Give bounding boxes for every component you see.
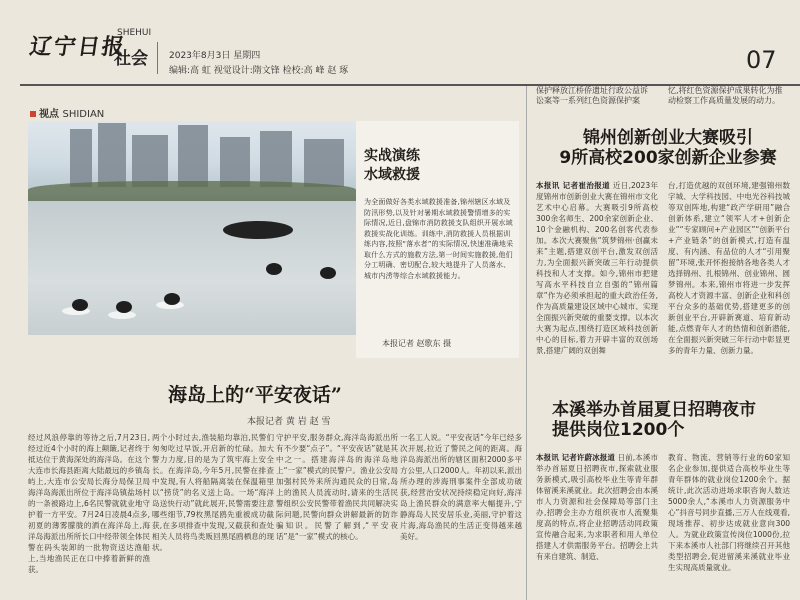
article-byline: 本报讯 记者崔治报道 <box>536 181 611 190</box>
article-column: 两个小时过去,渔装船均靠泊,民警们匆匆吃过早饭,开启新的忙碌。加大警力力度,目的是为了筑牢海上安全长。在海洋岛,今年5月,民警在排查中发现,有人将船隔离装在保温箱里以“捞货”的名义送上岛。一场“海洋岛送快行动”就此展开,民警需要注意哪些细节,79枚黑尾鸥先重被成功截获,在多项排查中发现,又截获和查处相关人员将鸟类贩回黑尾鸥栖息的现状。 <box>152 433 274 552</box>
article-byline: 本报记者 黄 岩 赵 雪 <box>247 417 331 427</box>
building-shape <box>260 131 292 187</box>
headline-line-1: 锦州创新创业大赛吸引 <box>583 128 753 148</box>
swimmer <box>72 299 88 311</box>
photo-credit: 本报记者 赵歌东 摄 <box>382 339 452 348</box>
headline-island-peace-talk: 海岛上的“平安夜话” <box>168 384 342 406</box>
building-shape <box>178 125 208 187</box>
article-text: 日前,本溪市举办首届夏日招聘夜市,探索就业服务新模式,吸引高校毕业生等青年群体留溪来溪就业。此次招聘会由本溪市人力资源和社会保障局等部门主办,招聘会主办方组织夜市人流聚集度高的特点,将企业招聘活动同政策宣传融合起来,为求职者和用人单位搭建人才供需服务平台。招聘会上共有来自建筑、制造、 <box>536 453 658 561</box>
masthead <box>0 0 800 84</box>
masthead-divider <box>157 42 158 74</box>
article-column <box>536 452 658 600</box>
article-column: 守护平安,服务群众,海洋岛海派出所有不少要“点子”。“平安夜话”就是其中之一。搭建海洋岛的海洋岛地上“一家”模式的民警户。渔业公安局加强村民外来所沟通民众的日常,岛上的渔民人员流动时,请来的生活民警组织公安民警带着渔民共同解决实际问题,民警向群众讲解最新的防诈骗知识。民警了解到,“平安夜话”是“一家”模式的核心。 <box>276 433 398 541</box>
column-tag-cn: 视点 <box>39 109 59 120</box>
snippet-left: 保护释放江桥侨遗址行政公益诉讼案等一系列红色资源保护案 <box>536 86 648 105</box>
article-text: 近日,2023年度锦州市创新创业大赛在锦州市文化艺术中心启幕。大赛吸引9所高校300余名师生、200余家创新企业、10个金融机构、200名创客代表参加。本次大赛聚焦“筑梦锦州·创赢未来”主题,搭建双创平台,激发双创活力,为全面振兴新突破三年行动提供科技和人才支撑。如今,锦州市把建写高水平科技自立自强的“锦州篇章”作为必须承担起的重大政治任务,作为高质量建设区域中心城市、实现全面振兴新突破的重要支撑。以本次大赛为起点,围绕打造区域科技创新中心的目标,着力开辟丰富的双创场景,搭建广阔的双创舞 <box>536 181 658 355</box>
headline-line-1: 本溪举办首届夏日招聘夜市 <box>552 400 756 420</box>
headline-job-fair <box>552 400 788 440</box>
building-shape <box>304 139 344 187</box>
article-column: 一名工人说。“平安夜话”今年已经多次开展,拉近了警民之间的距离。海洋岛海派出所的辖区面积2000多平方公里,人口2000人。年初以来,派出所办理的涉海刑事案件全部成功破获,经营治安状况持续稳定向好,海洋岛上渔民群众的满意率大幅提升,宁静海岛人民安居乐业,美丽,守护着这片海,海岛渔民的生活正变得越来越美好。 <box>400 433 522 541</box>
tree-line <box>28 181 356 203</box>
swimmer <box>116 301 132 313</box>
rescue-boat <box>223 221 293 239</box>
photo-story-title <box>364 147 494 185</box>
photo-title-line-2: 水域救援 <box>364 167 420 183</box>
editors-credit: 编辑:高 虹 视觉设计:隋文锋 检校:高 峰 赵 琢 <box>169 66 349 76</box>
building-shape <box>220 137 250 187</box>
headline-line-2: 9所高校200家创新企业参赛 <box>559 148 777 168</box>
column-tag <box>30 105 104 120</box>
article-column <box>536 180 658 390</box>
photo-caption: 为全面做好各类水域救援准备,锦州辖区水域及防汛形势,以及针对暑期水域救援警情增多的实际情况,近日,盘锦市消防救援支队组织开展水域救援实战化训练。训练中,消防救援人员根据训练内容,按照“落水者”的实际情况,快速准确地采取什么方式的施救方法,第一时间实施救援,他们分工明确、密切配合,较大地提升了人员落水、城市内涝等综合水域救援能力。 <box>364 198 514 280</box>
rescue-drill-photo <box>28 121 356 335</box>
section-name-en: SHEHUI <box>117 28 152 38</box>
section-name: 社会 <box>114 49 148 69</box>
building-shape <box>98 123 126 187</box>
swimmer <box>164 293 180 305</box>
headline-line-2: 提供岗位1200个 <box>552 420 685 440</box>
building-shape <box>132 135 168 187</box>
column-tag-en: SHIDIAN <box>62 109 105 120</box>
previous-article-snippet <box>532 86 792 114</box>
swimmer <box>266 263 282 275</box>
column-divider <box>526 86 527 600</box>
article-column: 台,打造优越的双创环境,建强锦州数字城、大学科技园、中电光谷科技城等双创阵地,构建“政产学研用”融合创新体系,建立“领军人才+创新企业”“专家顾问+产业园区”“创新平台+产业链条”的创新模式,打造有温度、有内涵、有品位的人才“引用聚留”环境,张开怀抱接纳各地各类人才选择锦州、扎根锦州、创业锦州、圆梦锦州。本来,锦州市将进一步发挥高校人才资源丰富、创新企业和科创平台众多的基础优势,搭建更多的创新创业平台,开辟新赛道、培育新动能,点燃青年人才的热情和创新潜能,在全面振兴新突破三年行动中彰显更多的青年力量、创新力量。 <box>668 181 790 355</box>
headline-innovation-contest <box>553 128 783 168</box>
photo-title-line-1: 实战演练 <box>364 148 420 164</box>
article-byline: 本报讯 记者许蔚冰报道 <box>536 453 615 462</box>
building-shape <box>70 129 92 187</box>
tag-square-icon <box>30 111 36 117</box>
issue-date: 2023年8月3日 星期四 <box>169 51 261 61</box>
swimmer <box>320 267 336 279</box>
article-column: 教育、物流、营销等行业的60家知名企业参加,提供适合高校毕业生等青年群体的就业岗位1200余个。据统计,此次活动进场求职咨询人数达5000余人,“本溪市人力资源服务中心”抖音号同步直播,三万人在线观看,现场推荐、初步达成就业意向300人。为就业政策宣传岗位1000份,拉下来本溪市人社部门将继续召开其他类型招聘会,促进留溪来溪就业毕业生实现高质量就业。 <box>668 453 790 572</box>
article-column: 经过风浪停靠的等待之后,7月23日,经过近4个小时的海上颠簸,记者终于抵达位于黄海深处的海洋岛。在这个大连市长海县距离大陆最远的乡镇岛屿上,大连市公安局长海分局保卫局海洋岛海派出所位于海洋岛镇盐场村的一条被路边上,6名民警就就业地守护着一方平安。7月24日凌晨4点多,初夏的薄雾朦胧的洒在海洋岛上,海洋岛海派出所所长口中经带领全体民警在码头装卸的一批物资送达渔船上,当地渔民正在口中捧着新鲜的渔获。 <box>28 433 150 574</box>
page-number: 07 <box>746 46 777 74</box>
newspaper-logo: 辽宁日报 <box>27 34 128 60</box>
snippet-right: 忆,将红色资源保护成果转化为推动检察工作高质量发展的动力。 <box>668 86 783 105</box>
